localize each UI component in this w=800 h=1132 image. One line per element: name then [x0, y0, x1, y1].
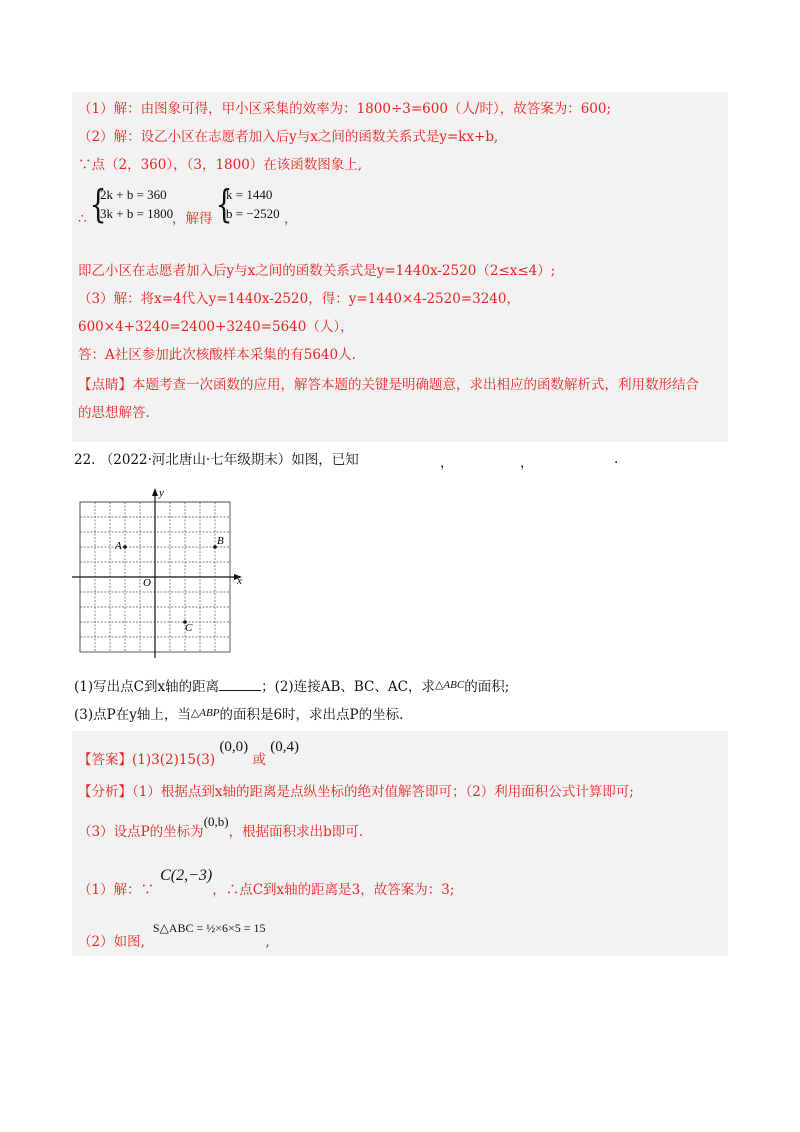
step-1-line: [78, 867, 455, 899]
analysis-line-2-b: ，根据面积求出b即可.: [228, 824, 364, 840]
answer-point-1: (0,0): [219, 739, 249, 755]
part-3-text-b: 的面积是6时，求出点P的坐标.: [219, 707, 404, 723]
step-2-line: [78, 921, 270, 951]
label-c: C: [185, 622, 193, 634]
solution-line-4-prefix: ∴: [78, 211, 87, 227]
equation-2a: k = 1440: [226, 187, 273, 202]
stem-comma-1: ，: [440, 455, 454, 471]
solution-box-2: [72, 731, 728, 956]
equation-2b: b = −2520: [226, 206, 280, 221]
step-2-b: ,: [265, 934, 270, 950]
step-2-a: （2）如图,: [78, 934, 145, 950]
step-1-b: ，∴点C到x轴的距离是3，故答案为：3;: [212, 882, 455, 898]
part-1-text-a: (1)写出点C到x轴的距离: [74, 679, 220, 695]
comment-line-2: 的思想解答.: [78, 405, 150, 421]
part-1-text-b: ；(2)连接AB、BC、AC，求: [261, 679, 435, 695]
solution-line-4-end: ，: [284, 211, 298, 227]
point-c-expression: C(2,−3): [160, 867, 213, 884]
solution-line-2: （2）解：设乙小区在志愿者加入后y与x之间的函数关系式是y=kx+b,: [78, 129, 499, 145]
question-stem-text: 22. （2022·河北唐山·七年级期末）如图，已知: [74, 452, 359, 468]
question-stem: [74, 451, 359, 469]
solution-box-1: [72, 92, 728, 442]
equation-system-1: [100, 185, 173, 223]
coordinate-grid-figure: [70, 486, 250, 662]
solve-label: ，解得: [172, 211, 213, 227]
point-p-expression: (0,b): [203, 814, 229, 829]
solution-line-5: 即乙小区在志愿者加入后y与x之间的函数关系式是y=1440x-2520（2≤x≤4）;: [78, 263, 556, 279]
solution-line-7: 600×4+3240=2400+3240=5640（人），: [78, 319, 354, 335]
part-3-text-a: (3)点P在y轴上，当: [74, 707, 191, 723]
label-a: A: [115, 540, 122, 552]
system-brace-1: {: [89, 182, 107, 226]
stem-comma-2: ，: [520, 455, 534, 471]
part-1-text-c: 的面积;: [464, 679, 510, 695]
solution-line-6: （3）解：将x=4代入y=1440x-2520，得：y=1440×4-2520=3240，: [78, 291, 520, 307]
system-brace-2: {: [215, 182, 233, 226]
equation-1b: 3k + b = 1800: [100, 206, 174, 221]
label-x: x: [237, 575, 242, 587]
answer-blank: [219, 678, 261, 691]
step-1-a: （1）解：∵: [78, 882, 155, 898]
answer-point-2: (0,4): [270, 739, 300, 755]
label-origin: O: [143, 577, 151, 589]
area-formula: S△ABC = ½×6×5 = 15: [152, 921, 266, 935]
question-part-3: [74, 704, 403, 724]
label-y: y: [159, 487, 164, 499]
label-b: B: [217, 535, 224, 547]
analysis-line-2-a: （3）设点P的坐标为: [78, 824, 204, 840]
analysis-line-1: 【分析】（1）根据点到x轴的距离是点纵坐标的绝对值解答即可；（2）利用面积公式计算即可;: [78, 784, 634, 800]
solution-line-3: ∵点（2，360），（3，1800）在该函数图象上,: [78, 157, 363, 173]
triangle-abc: △ABC: [434, 679, 465, 691]
triangle-abp: △ABP: [190, 707, 220, 719]
equation-system-2: [226, 185, 280, 223]
question-part-1: [74, 676, 509, 696]
solution-line-8: 答：A社区参加此次核酸样本采集的有5640人.: [78, 347, 356, 363]
answer-text: 【答案】(1)3(2)15(3): [78, 752, 216, 768]
analysis-line-2: [78, 814, 364, 841]
answer-or: 或: [252, 752, 266, 768]
point-a: [123, 545, 127, 549]
solution-line-1: （1）解：由图象可得，甲小区采集的效率为：1800÷3=600（人/时），故答案为：600;: [78, 101, 612, 117]
equation-1a: 2k + b = 360: [100, 187, 167, 202]
answer-line: [78, 739, 300, 769]
stem-period: .: [614, 451, 619, 467]
comment-line-1: 【点睛】本题考查一次函数的应用，解答本题的关键是明确题意，求出相应的函数解析式，利用数形结合: [78, 377, 699, 393]
